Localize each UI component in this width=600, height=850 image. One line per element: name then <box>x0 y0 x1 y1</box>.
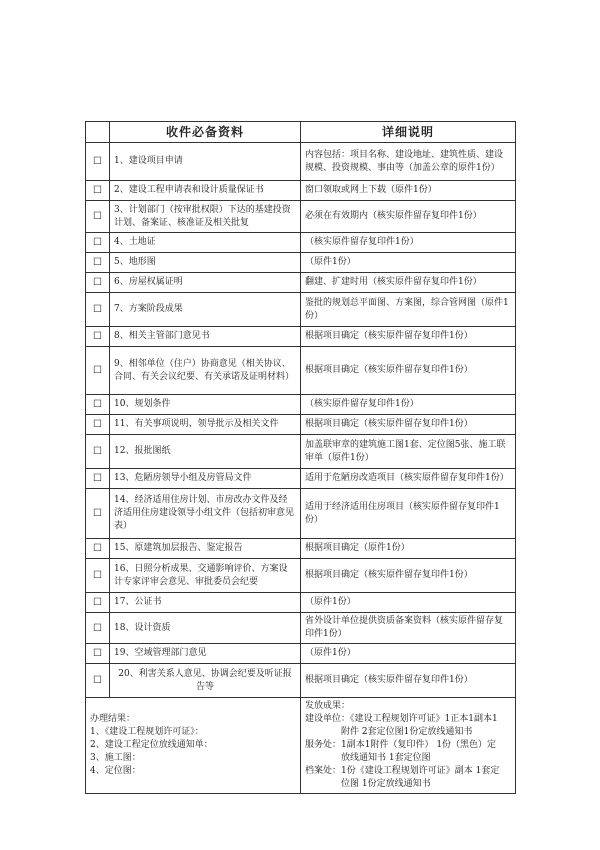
table-row <box>86 489 516 539</box>
material-detail: 必须在有效期内（核实原件留存复印件1份） <box>301 201 516 233</box>
required-material: 3、计划部门（按审批权限）下达的基建投资计划、备案证、核准证及相关批复 <box>110 201 301 233</box>
material-detail: 窗口领取或网上下载（原件1份） <box>301 181 516 201</box>
checkbox-icon[interactable]: ☐ <box>86 395 110 415</box>
checkbox-icon[interactable]: ☐ <box>86 415 110 435</box>
checkbox-icon[interactable]: ☐ <box>86 469 110 489</box>
table-row <box>86 613 516 644</box>
checkbox-icon[interactable]: ☐ <box>86 613 110 644</box>
required-material: 1、建设项目申请 <box>110 143 301 181</box>
required-material: 16、日照分析成果、交通影响评价、方案设计专家评审会意见、审批委员会纪要 <box>110 559 301 593</box>
header-details: 详细说明 <box>301 122 516 143</box>
table-row <box>86 233 516 253</box>
handling-result-item: 4、定位图： <box>90 766 141 776</box>
issued-results-title: 发放成果： <box>305 701 351 711</box>
table-header-row <box>86 122 516 143</box>
checkbox-icon[interactable]: ☐ <box>86 293 110 327</box>
material-detail: （核实原件留存复印件1份） <box>301 395 516 415</box>
material-detail: 根据项目确定（原件1份） <box>301 539 516 559</box>
material-detail: 根据项目确定（核实原件留存复印件1份） <box>301 415 516 435</box>
required-material: 19、空域管理部门意见 <box>110 644 301 664</box>
table-row <box>86 593 516 613</box>
required-material: 10、规划条件 <box>110 395 301 415</box>
checkbox-icon[interactable]: ☐ <box>86 435 110 469</box>
required-material: 7、方案阶段成果 <box>110 293 301 327</box>
required-material: 9、相邻单位（住户）协商意见（相关协议、合同、有关会议纪要、有关承诺及证明材料） <box>110 347 301 395</box>
issued-result-line: 位图 1份定放线通知书 <box>341 779 431 789</box>
table-row <box>86 327 516 347</box>
checkbox-icon[interactable]: ☐ <box>86 664 110 698</box>
required-material: 13、危陋房领导小组及房管局文件 <box>110 469 301 489</box>
checkbox-icon[interactable]: ☐ <box>86 593 110 613</box>
table-row <box>86 395 516 415</box>
material-detail: 根据项目确定（核实原件留存复印件1份） <box>301 559 516 593</box>
checkbox-icon[interactable]: ☐ <box>86 181 110 201</box>
checkbox-icon[interactable]: ☐ <box>86 559 110 593</box>
required-material: 8、相关主管部门意见书 <box>110 327 301 347</box>
table-row <box>86 293 516 327</box>
handling-result-item: 3、施工图： <box>90 753 141 763</box>
checkbox-icon[interactable]: ☐ <box>86 201 110 233</box>
materials-table <box>85 121 516 794</box>
issued-result-line: 服务处：1副本1附件（复印件） 1份（黑色）定 <box>305 740 497 750</box>
handling-result-item: 2、建设工程定位放线通知单： <box>90 740 213 750</box>
material-detail: 鉴批的规划总平面图、方案图，综合管网图（原件1份） <box>301 293 516 327</box>
issued-result-line: 建设单位：《建设工程规划许可证》1正本1副本1 <box>305 714 498 724</box>
table-row <box>86 347 516 395</box>
required-material: 11、有关事项说明、领导批示及相关文件 <box>110 415 301 435</box>
table-row <box>86 273 516 293</box>
required-material: 6、房屋权属证明 <box>110 273 301 293</box>
issued-result-line: 档案处：1份《建设工程规划许可证》副本 1套定 <box>305 766 500 776</box>
results-row <box>86 698 516 794</box>
checkbox-icon[interactable]: ☐ <box>86 489 110 539</box>
required-material: 4、土地证 <box>110 233 301 253</box>
checkbox-icon[interactable]: ☐ <box>86 347 110 395</box>
header-materials: 收件必备资料 <box>110 122 301 143</box>
issued-result-line: 放线通知书 1套定位图 <box>341 753 431 763</box>
material-detail: （原件1份） <box>301 644 516 664</box>
handling-results-title: 办理结果： <box>90 714 136 724</box>
checkbox-icon[interactable]: ☐ <box>86 327 110 347</box>
checkbox-icon[interactable]: ☐ <box>86 143 110 181</box>
handling-result-item: 1、《建设工程规划许可证》： <box>90 727 204 737</box>
table-row <box>86 644 516 664</box>
table-row <box>86 664 516 698</box>
required-material: 5、地形图 <box>110 253 301 273</box>
table-row <box>86 253 516 273</box>
required-material: 17、公证书 <box>110 593 301 613</box>
table-row <box>86 539 516 559</box>
issued-result-line: 附件 2套定位图1份定放线通知书 <box>341 727 473 737</box>
material-detail: （原件1份） <box>301 253 516 273</box>
material-detail: 适用于危陋房改造项目（核实原件留存复印件1份） <box>301 469 516 489</box>
required-material: 2、建设工程申请表和设计质量保证书 <box>110 181 301 201</box>
required-material: 12、报批图纸 <box>110 435 301 469</box>
table-row <box>86 559 516 593</box>
table-row <box>86 469 516 489</box>
handling-results <box>86 698 301 794</box>
material-detail: 翻建、扩建时用（核实原件留存复印件1份） <box>301 273 516 293</box>
table-row <box>86 201 516 233</box>
material-detail: （核实原件留存复印件1份） <box>301 233 516 253</box>
header-checkbox-col <box>86 122 110 143</box>
material-detail: 适用于经济适用住房项目（核实原件留存复印件1份） <box>301 489 516 539</box>
material-detail: 内容包括：项目名称、建设地址、建筑性质、建设规模、投资规模、事由等（加盖公章的原件1份） <box>301 143 516 181</box>
table-row <box>86 435 516 469</box>
table-row <box>86 415 516 435</box>
material-detail: 省外设计单位提供资质备案资料（核实原件留存复印件1份） <box>301 613 516 644</box>
required-material: 20、利害关系人意见、协调会纪要及听证报告等 <box>110 664 301 698</box>
material-detail: 根据项目确定（核实原件留存复印件1份） <box>301 347 516 395</box>
required-material: 15、原建筑加层报告、鉴定报告 <box>110 539 301 559</box>
material-detail: 加盖联审章的建筑施工图1套、定位图5张、施工联审单（原件1份） <box>301 435 516 469</box>
material-detail: 根据项目确定（核实原件留存复印件1份） <box>301 327 516 347</box>
material-detail: （原件1份） <box>301 593 516 613</box>
checkbox-icon[interactable]: ☐ <box>86 644 110 664</box>
issued-results <box>301 698 516 794</box>
table-row <box>86 143 516 181</box>
table-row <box>86 181 516 201</box>
required-material: 14、经济适用住房计划、市房改办文件及经济适用住房建设领导小组文件（包括初审意见表） <box>110 489 301 539</box>
checkbox-icon[interactable]: ☐ <box>86 273 110 293</box>
material-detail: 根据项目确定（核实原件留存复印件1份） <box>301 664 516 698</box>
checkbox-icon[interactable]: ☐ <box>86 233 110 253</box>
required-material: 18、设计资质 <box>110 613 301 644</box>
checkbox-icon[interactable]: ☐ <box>86 539 110 559</box>
checkbox-icon[interactable]: ☐ <box>86 253 110 273</box>
